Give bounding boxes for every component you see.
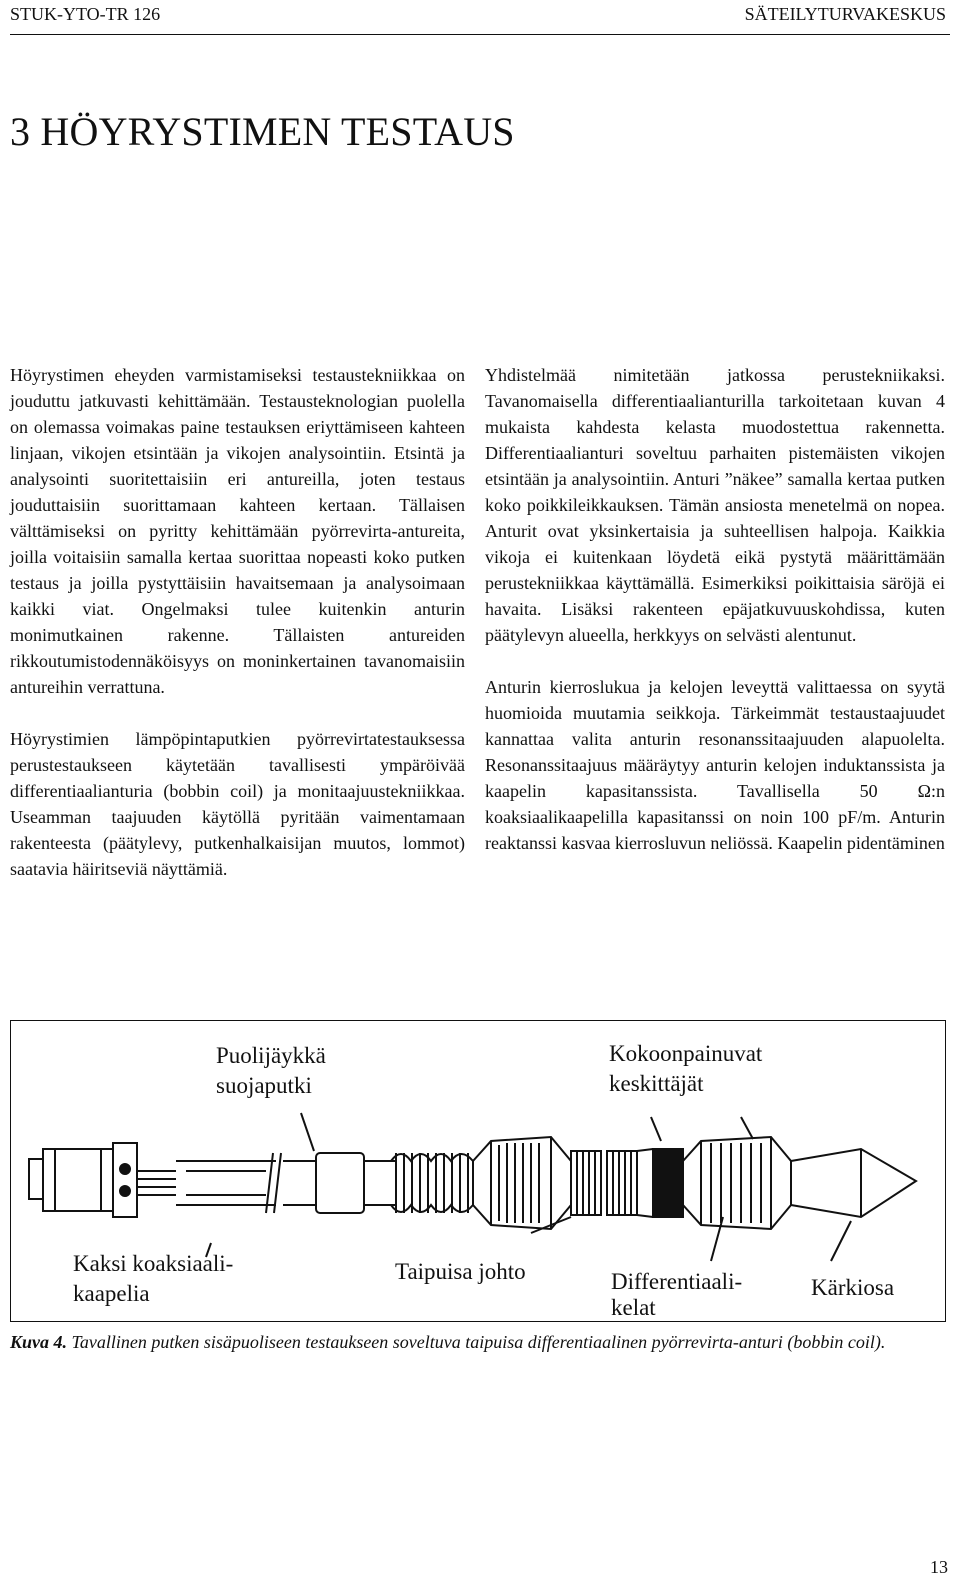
probe-figure bbox=[10, 1020, 946, 1322]
leader-coils bbox=[711, 1217, 723, 1261]
connector-flange bbox=[113, 1143, 137, 1217]
caption-figure-number: Kuva 4. bbox=[10, 1332, 68, 1352]
label-differential-coils-1: Differentiaali- bbox=[611, 1269, 743, 1294]
coax-cables bbox=[137, 1171, 176, 1195]
right-paragraph-1: Yhdistelmää nimitetään jatkossa perustekniikaksi. Tavanomaisella differentiaalianturilla tarkoitetaan kuvan 4 mukaista kahdesta kelasta muodostettua rakennetta. Differentiaalianturi soveltuu parhaiten pistemäisten vikojen etsintään ja analysointiin. Anturi ”näkee” samalla kertaa putken koko poikkileikkauksen. Tämän ansiosta menetelmä on nopea. Anturit ovat yksinkertaisia ja suhteellisen halpoja. Kaikkia vikoja ei kuitenkaan löydetä eikä pystytä määrittämään perustekniikkaa käyttämällä. Esimerkiksi poikittaisia säröjä ei havaita. Lisäksi rakenteen epäjatkuvuuskohdissa, kuten päätylevyn alueella, herkkyys on selvästi alentunut. bbox=[485, 365, 945, 645]
label-flexible-lead: Taipuisa johto bbox=[395, 1259, 526, 1284]
coil-2 bbox=[607, 1151, 637, 1215]
connector-end-cap bbox=[29, 1159, 43, 1199]
page-number: 13 bbox=[930, 1557, 948, 1577]
header-rule bbox=[10, 34, 950, 35]
section-title: 3 HÖYRYSTIMEN TESTAUS bbox=[10, 109, 515, 154]
label-semi-rigid-tube-2: suojaputki bbox=[216, 1073, 312, 1098]
left-paragraph-2: Höyrystimien lämpöpintaputkien pyörrevirtatestauksessa perustestaukseen käytetään tavallisesti ympäröivää differentiaalianturia (bobbin coil) ja monitaajuustekniikkaa. Useamman taajuuden käytöllä pyritään vaimentamaan rakenteesta (päätylevy, putkenhalkaisijan muutos, lommot) saatavia häiritseviä näyttämiä. bbox=[10, 729, 465, 879]
leader-centralizer-1 bbox=[651, 1117, 661, 1141]
label-coax-cables-1: Kaksi koaksiaali- bbox=[73, 1251, 234, 1276]
label-coax-cables-2: kaapelia bbox=[73, 1281, 150, 1306]
figure-caption bbox=[10, 1330, 946, 1354]
left-column bbox=[10, 362, 465, 908]
right-paragraph-2: Anturin kierroslukua ja kelojen leveyttä valittaessa on syytä huomioida muutamia seikkoja. Tärkeimmät testaustaajuudet kannattaa valita anturin resonanssitaajuuden alapuolelta. Resonanssitaajuus määräytyy anturin kelojen induktanssista ja kaapelin kapasitanssista. Tavallisella 50 Ω:n koaksiaalikaapelilla kapasitanssi on noin 100 pF/m. Anturin reaktanssi kasvaa kierrosluvun neliössä. Kaapelin pidentäminen bbox=[485, 677, 945, 853]
label-centralizers-1: Kokoonpainuvat bbox=[609, 1041, 763, 1066]
label-centralizers-2: keskittäjät bbox=[609, 1071, 704, 1096]
coil-1 bbox=[571, 1151, 601, 1215]
leader-centralizer-2 bbox=[741, 1117, 753, 1139]
leader-rigid-tube bbox=[301, 1113, 314, 1151]
running-header-left: STUK-YTO-TR 126 bbox=[10, 4, 161, 24]
coil-windings bbox=[653, 1149, 683, 1217]
label-differential-coils-2: kelat bbox=[611, 1295, 656, 1320]
leader-tip bbox=[831, 1221, 851, 1261]
running-header-right: SÄTEILYTURVAKESKUS bbox=[744, 4, 946, 24]
label-tip: Kärkiosa bbox=[811, 1275, 895, 1300]
right-column bbox=[485, 362, 945, 882]
connector-body bbox=[43, 1149, 113, 1211]
caption-text: Tavallinen putken sisäpuoliseen testaukseen soveltuva taipuisa differentiaalinen pyörrevirta-anturi (bobbin coil). bbox=[67, 1332, 886, 1352]
left-paragraph-1: Höyrystimen eheyden varmistamiseksi testaustekniikkaa on jouduttu jatkuvasti kehittämään. Testausteknologian puolella on olemassa voimakas paine testauksen eriyttämiseen kahteen linjaan, vikojen etsintään ja vikojen analysointiin. Etsintä ja analysointi suoritettaisiin eri antureilla, joten testaus jouduttaisiin suorittamaan kahteen kertaan. Tällaisen välttämiseksi on pyritty kehittämään pyörrevirta-antureita, joilla voitaisiin samalla kertaa suorittaa nopeasti koko putken testaus ja joilla pystyttäisiin havaitsemaan ja analysoimaan kaikki viat. Ongelmaksi tulee kuitenkin anturin monimutkainen rakenne. Tällaisten antureiden rikkoutumistodennäköisyys on moninkertainen tavanomaisiin antureihin verrattuna. bbox=[10, 365, 465, 697]
rigid-tube-section bbox=[316, 1153, 364, 1213]
probe-tip bbox=[791, 1149, 916, 1217]
label-semi-rigid-tube-1: Puolijäykkä bbox=[216, 1043, 326, 1068]
centralizer-rear bbox=[683, 1137, 791, 1229]
flexible-lead bbox=[391, 1153, 473, 1213]
